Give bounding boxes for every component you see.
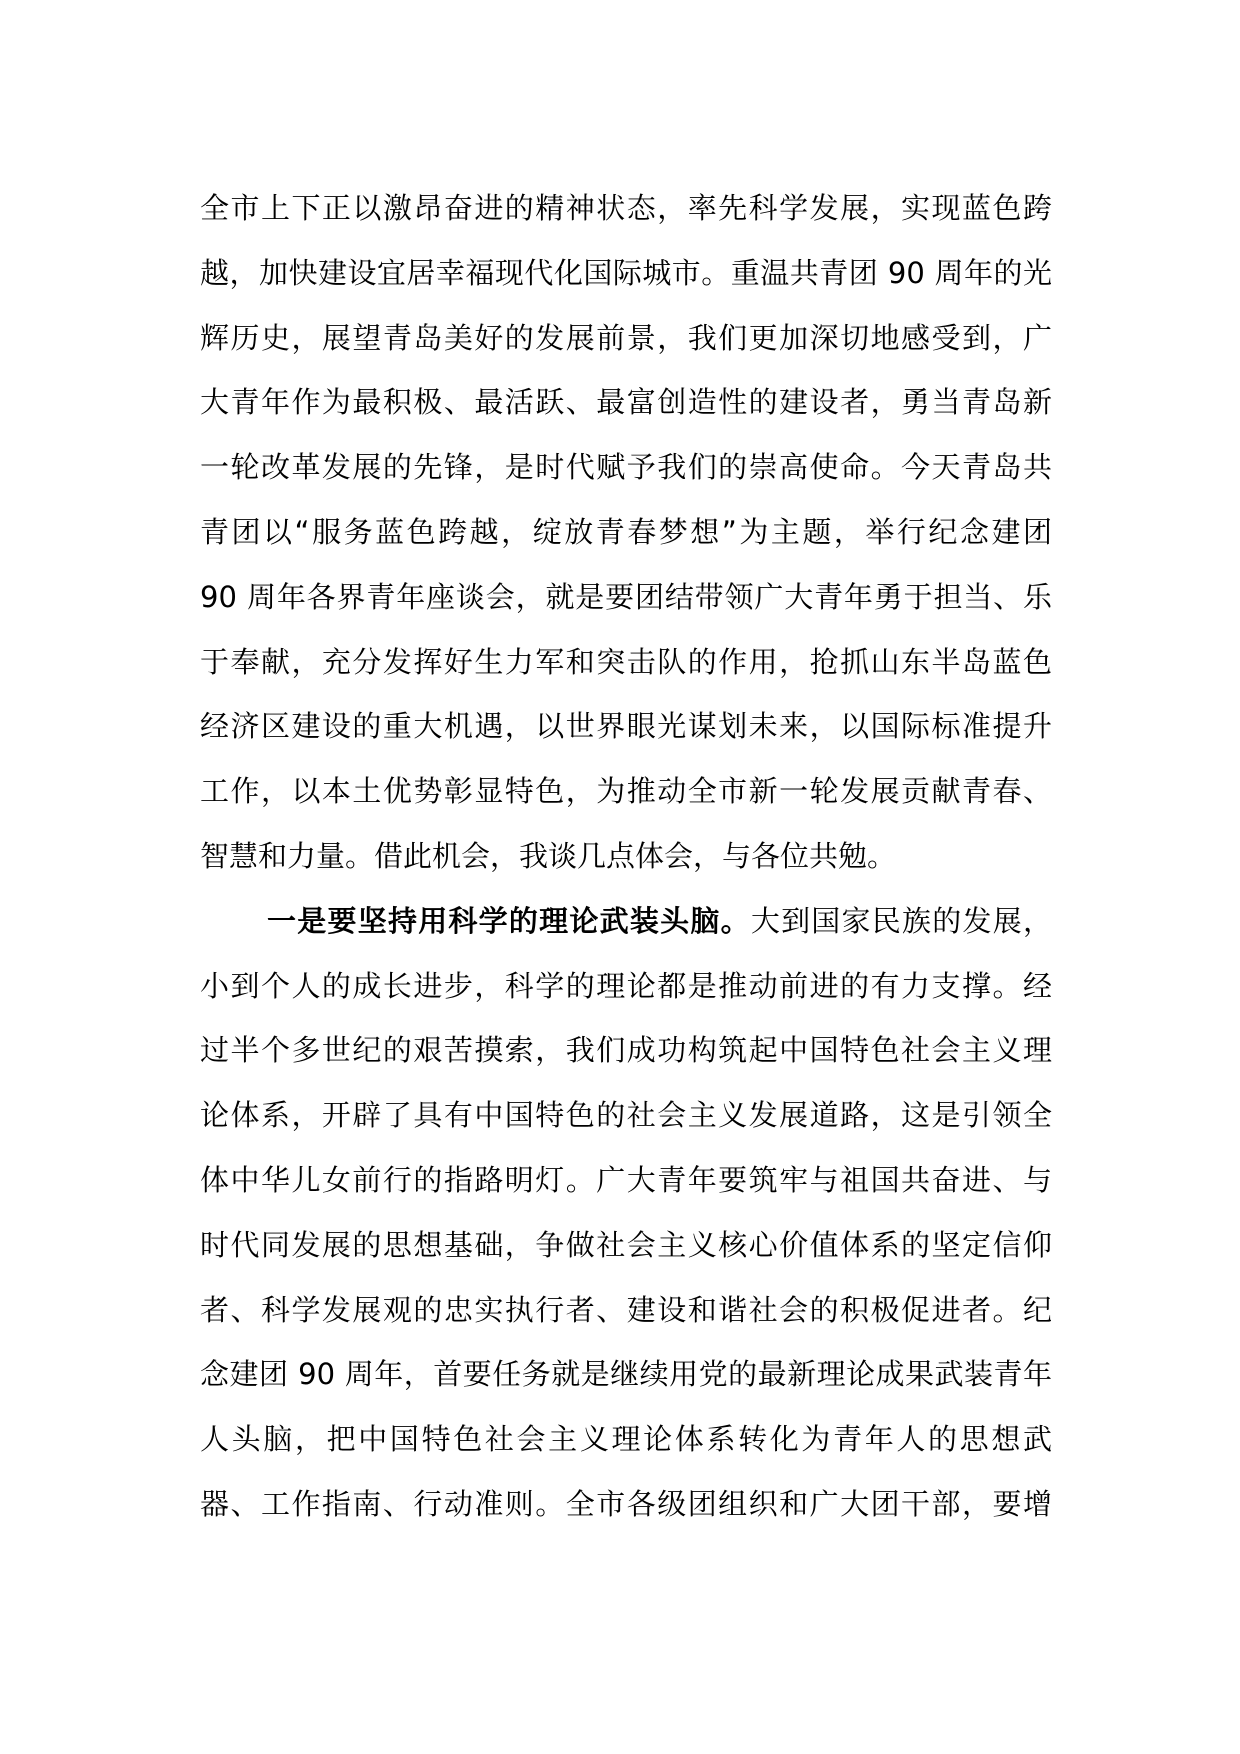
text-line: 于奉献，充分发挥好生力军和突击队的作用，抢抓山东半岛蓝色 — [200, 644, 1052, 679]
text-line: 念建团 90 周年，首要任务就是继续用党的最新理论成果武装青年 — [200, 1357, 1052, 1392]
text-line: 体中华儿女前行的指路明灯。广大青年要筑牢与祖国共奋进、与 — [200, 1162, 1052, 1197]
text-line: 越，加快建设宜居幸福现代化国际城市。重温共青团 90 周年的光 — [200, 255, 1052, 290]
section-heading: 一是要坚持用科学的理论武装头脑。 — [267, 903, 751, 938]
text-line: 青团以“服务蓝色跨越，绽放青春梦想”为主题，举行纪念建团 — [200, 514, 1052, 549]
text-span: 大到国家民族的发展， — [750, 903, 1052, 938]
text-line: 全市上下正以激昂奋进的精神状态，率先科学发展，实现蓝色跨 — [200, 191, 1052, 225]
text-line: 一轮改革发展的先锋，是时代赋予我们的崇高使命。今天青岛共 — [200, 450, 1052, 485]
text-line: 时代同发展的思想基础，争做社会主义核心价值体系的坚定信仰 — [200, 1227, 1052, 1262]
text-line: 工作，以本土优势彰显特色，为推动全市新一轮发展贡献青春、 — [200, 774, 1052, 809]
text-line: 辉历史，展望青岛美好的发展前景，我们更加深切地感受到，广 — [200, 320, 1052, 355]
text-line: 90 周年各界青年座谈会，就是要团结带领广大青年勇于担当、乐 — [200, 579, 1052, 614]
paragraph-2 — [200, 889, 1052, 1537]
text-line: 智慧和力量。借此机会，我谈几点体会，与各位共勉。 — [200, 838, 897, 873]
text-line: 器、工作指南、行动准则。全市各级团组织和广大团干部，要增 — [200, 1486, 1052, 1521]
document-body — [200, 176, 1052, 1537]
text-line: 者、科学发展观的忠实执行者、建设和谐社会的积极促进者。纪 — [200, 1292, 1052, 1327]
text-line: 经济区建设的重大机遇，以世界眼光谋划未来，以国际标准提升 — [200, 709, 1052, 744]
text-line: 大青年作为最积极、最活跃、最富创造性的建设者，勇当青岛新 — [200, 385, 1052, 420]
paragraph-1 — [200, 176, 1052, 889]
text-line: 过半个多世纪的艰苦摸索，我们成功构筑起中国特色社会主义理 — [200, 1033, 1052, 1068]
paragraph-first-line — [200, 889, 1052, 954]
text-line: 论体系，开辟了具有中国特色的社会主义发展道路，这是引领全 — [200, 1098, 1052, 1133]
text-line: 小到个人的成长进步，科学的理论都是推动前进的有力支撑。经 — [200, 968, 1052, 1003]
text-line: 人头脑，把中国特色社会主义理论体系转化为青年人的思想武 — [200, 1422, 1052, 1457]
